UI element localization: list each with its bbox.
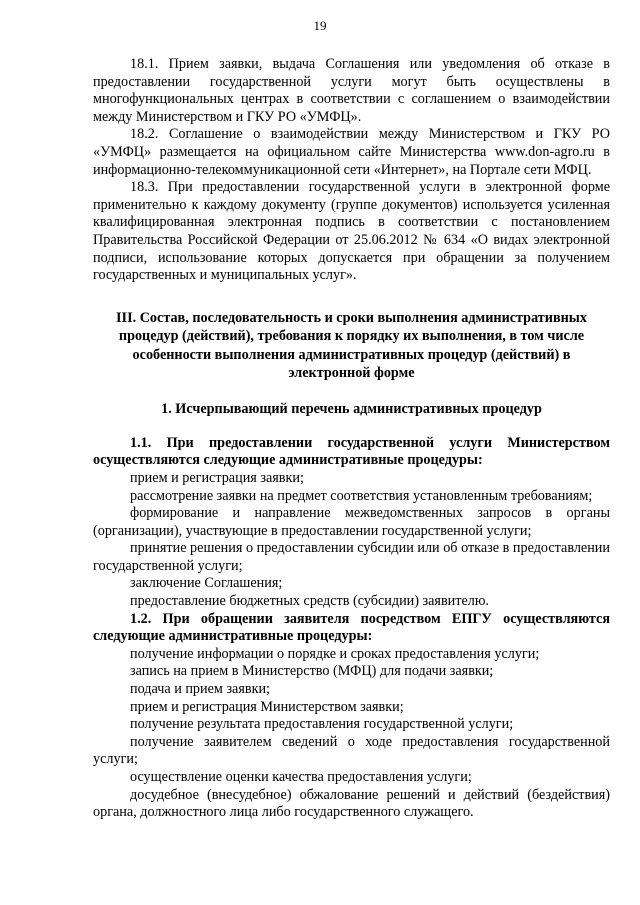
- list-item: прием и регистрация заявки;: [130, 469, 304, 486]
- list-item: запись на прием в Министерство (МФЦ) для подачи заявки;: [130, 663, 494, 680]
- list-item: рассмотрение заявки на предмет соответствия установленным требованиям;: [130, 487, 593, 504]
- list-item: получение заявителем сведений о ходе предоставления государственной услуги;: [93, 733, 610, 768]
- paragraph-18-2: 18.2. Соглашение о взаимодействии между Министерством и ГКУ РО «УМФЦ» размещается на официальном сайте Министерства www.don-agro.ru в информационно-телекоммуникационной сети «Интернет», на Портале сети МФЦ.: [93, 126, 610, 178]
- section-title: III. Состав, последовательность и сроки выполнения административных процедур (действий), требования к порядку их выполнения, в том числе особенности выполнения административных процедур (действий) в электронной форме: [116, 309, 587, 382]
- list-item: предоставление бюджетных средств (субсидии) заявителю.: [130, 593, 489, 610]
- list-item: подача и прием заявки;: [130, 681, 270, 698]
- list-item: принятие решения о предоставлении субсидии или об отказе в предоставлении государственной услуги;: [93, 540, 610, 574]
- paragraph-1-2: 1.2. При обращении заявителя посредством ЕПГУ осуществляются следующие административные процедуры:: [93, 610, 610, 645]
- list-item: формирование и направление межведомственных запросов в органы (организации), участвующие в предоставлении государственной услуги;: [93, 505, 610, 539]
- list-item: прием и регистрация Министерством заявки;: [130, 698, 404, 715]
- subsection-title: 1. Исчерпывающий перечень административных процедур: [161, 400, 542, 417]
- list-item: получение информации о порядке и сроках предоставления услуги;: [130, 645, 540, 662]
- page-number: 19: [313, 18, 327, 33]
- paragraph-18-1: 18.1. Прием заявки, выдача Соглашения или уведомления об отказе в предоставлении государственной услуги могут быть осуществлены в многофункциональных центрах в соответствии с соглашением о взаимодействии между Министерством и ГКУ РО «УМФЦ».: [93, 56, 610, 125]
- list-item: осуществление оценки качества предоставления услуги;: [130, 769, 472, 785]
- list-item: заключение Соглашения;: [130, 575, 283, 592]
- paragraph-18-3: 18.3. При предоставлении государственной услуги в электронной форме применительно к каждому документу (группе документов) используется усиленная квалифицированная электронная подпись в соответствии с постановлением Правительства Российской Федерации от 25.06.2012 № 634 «О видах электронной подписи, использование которых допускается при обращении за получением государственных и муниципальных услуг».: [93, 179, 610, 284]
- document-body: [93, 56, 610, 822]
- list-item: получение результата предоставления государственной услуги;: [130, 716, 514, 733]
- paragraph-1-1: 1.1. При предоставлении государственной услуги Министерством осуществляются следующие административные процедуры:: [93, 434, 610, 469]
- list-item: досудебное (внесудебное) обжалование решений и действий (бездействия) органа, должностного лица либо государственного служащего.: [93, 786, 610, 821]
